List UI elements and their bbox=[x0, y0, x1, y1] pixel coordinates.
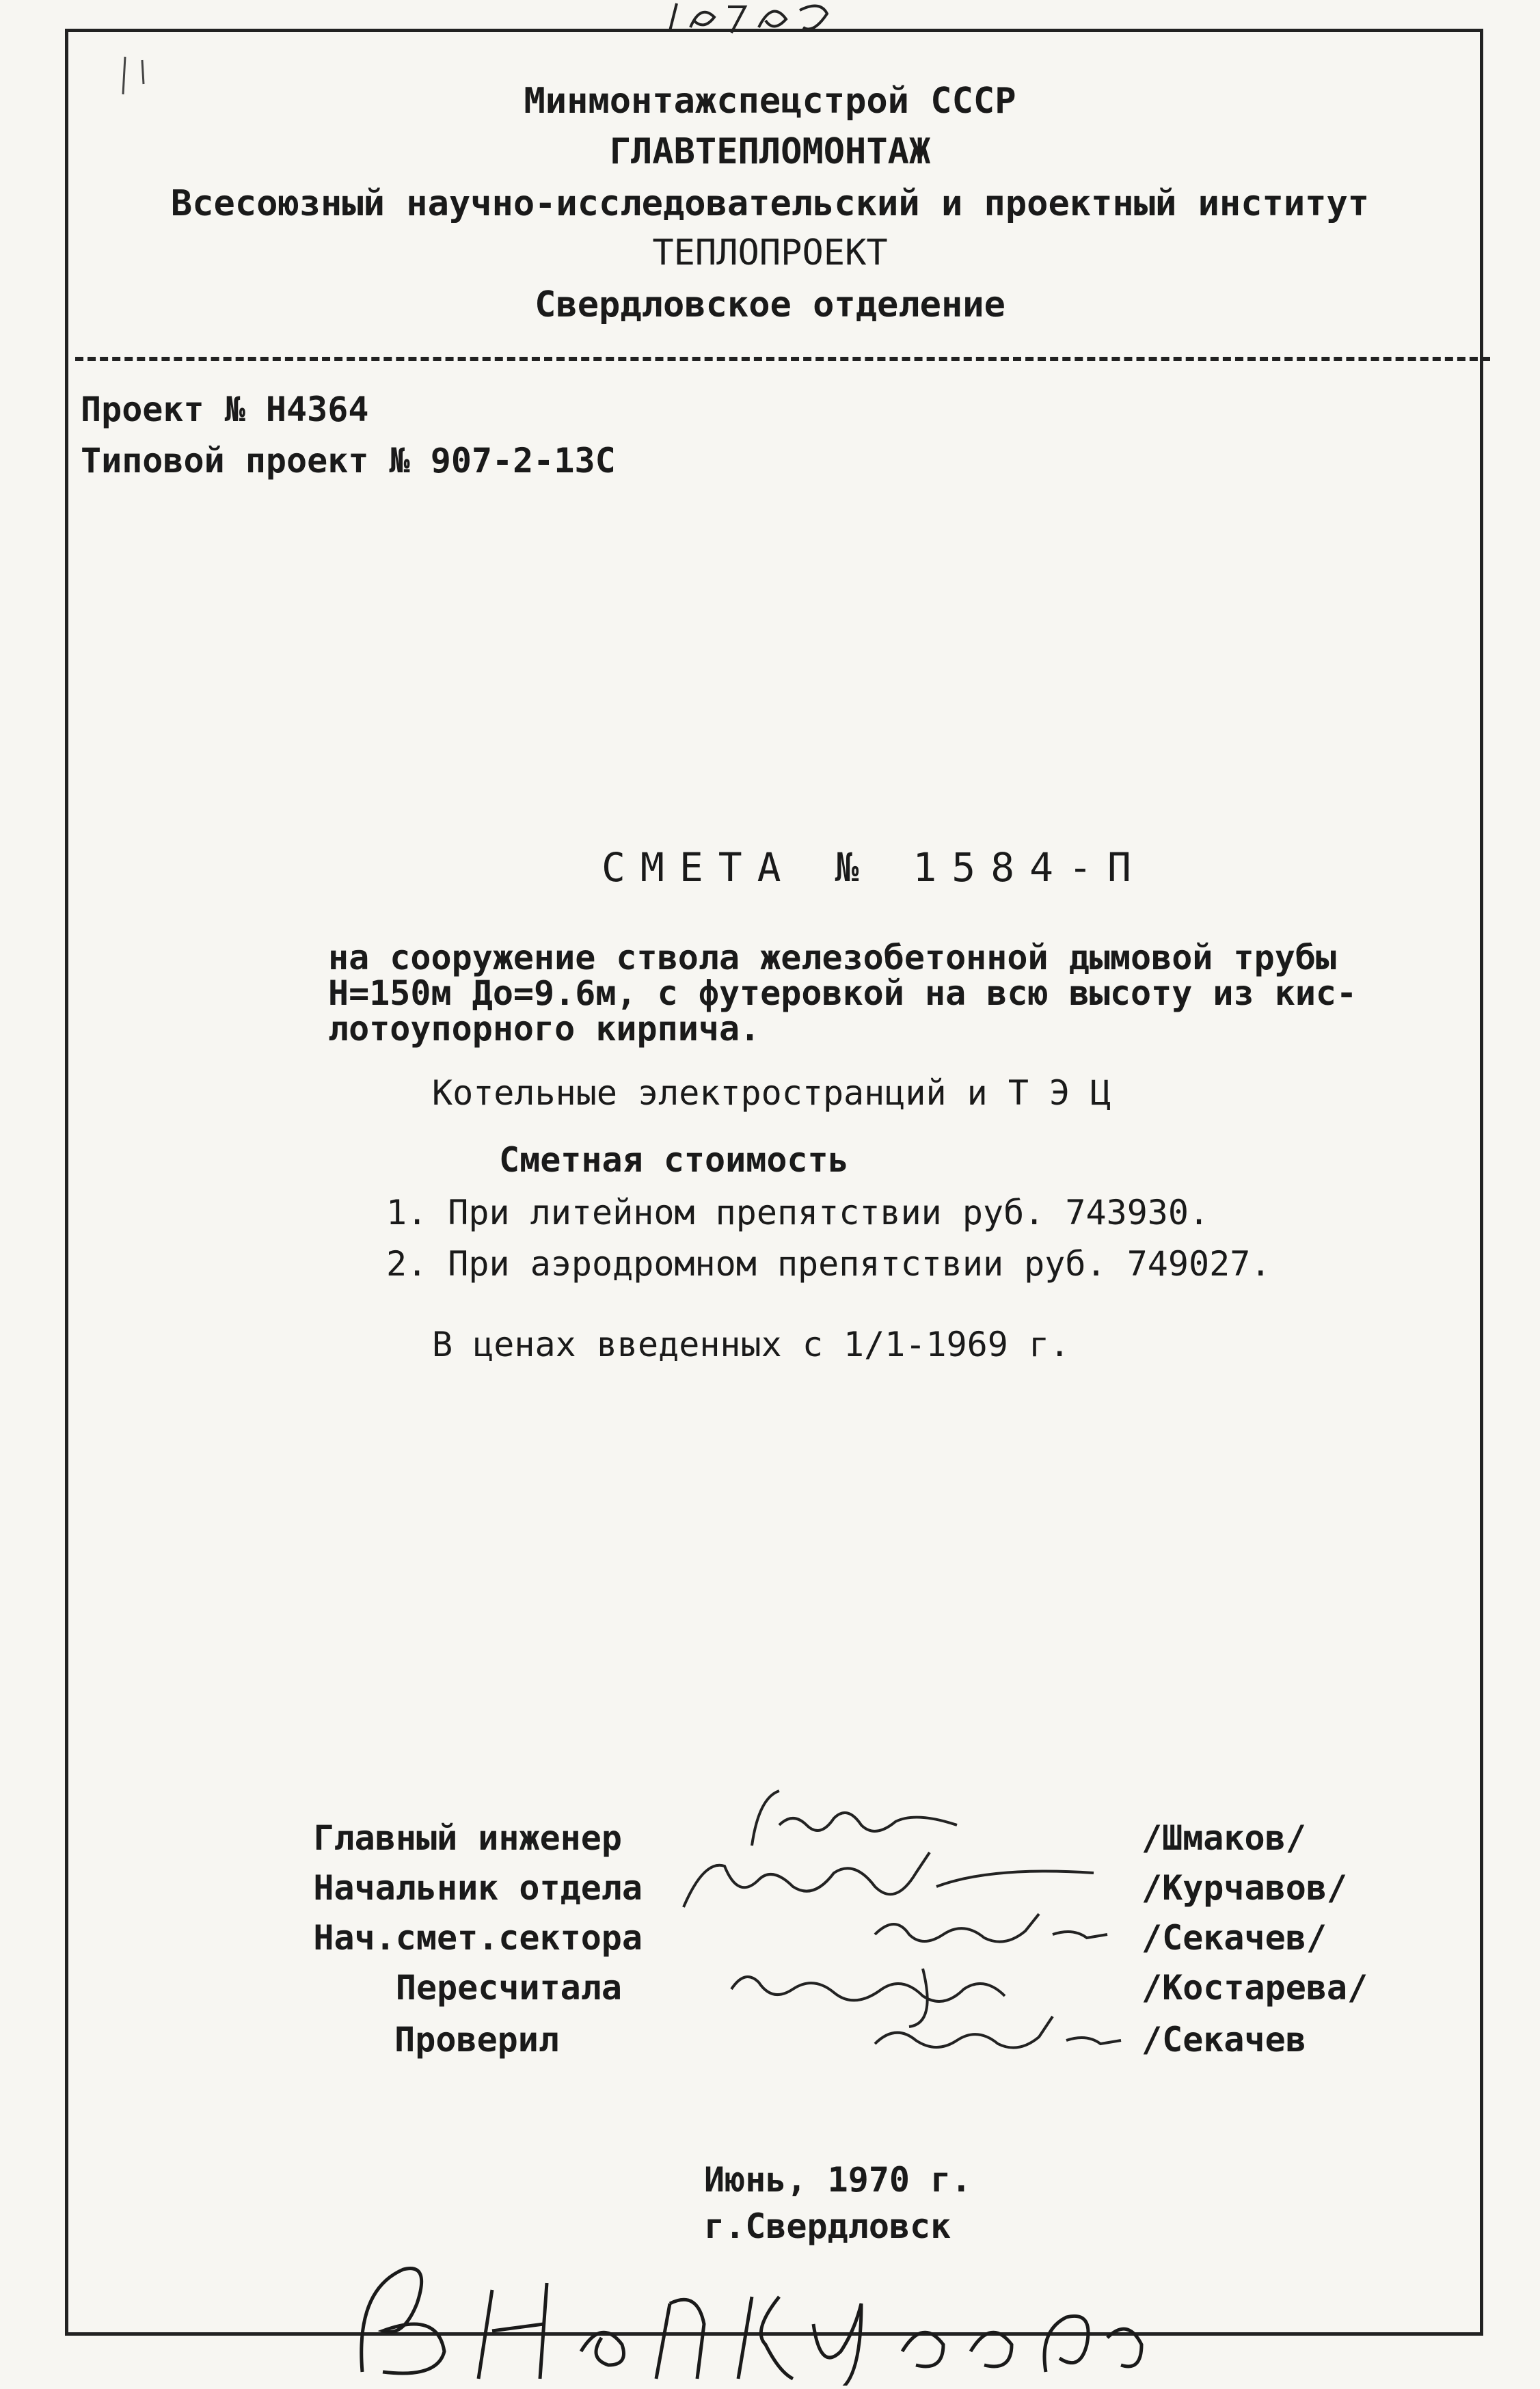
footer-city: г.Свердловск bbox=[704, 2206, 951, 2246]
signature-name-4: /Костарева/ bbox=[1142, 1968, 1368, 2008]
signature-role-4: Пересчитала bbox=[395, 1968, 622, 2008]
description-line-3: лотоупорного кирпича. bbox=[328, 1009, 761, 1049]
signature-name-1: /Шмаков/ bbox=[1142, 1818, 1306, 1858]
signature-role-5: Проверил bbox=[394, 2020, 559, 2060]
header-branch: Свердловское отделение bbox=[535, 284, 1005, 325]
signature-name-5: /Секачев bbox=[1142, 2020, 1306, 2060]
description-line-1: на сооружение ствола железобетонной дымовой трубы bbox=[328, 938, 1337, 977]
cost-item-1: 1. При литейном препятствии руб. 743930. bbox=[386, 1193, 1210, 1232]
signature-role-3: Нач.смет.сектора bbox=[313, 1918, 643, 1958]
purpose: Котельные электространций и Т Э Ц bbox=[432, 1073, 1111, 1113]
footer-date: Июнь, 1970 г. bbox=[704, 2160, 972, 2200]
signature-name-2: /Курчавов/ bbox=[1142, 1868, 1348, 1908]
estimate-title: СМЕТА № 1584-П bbox=[602, 844, 1146, 891]
signature-role-2: Начальник отдела bbox=[313, 1868, 643, 1908]
cost-heading: Сметная стоимость bbox=[499, 1140, 849, 1180]
project-number: Проект № Н4364 bbox=[81, 390, 369, 429]
cost-item-2: 2. При аэродромном препятствии руб. 749027. bbox=[386, 1244, 1271, 1284]
handwritten-bottom-note bbox=[342, 2249, 1162, 2386]
header-department: ГЛАВТЕПЛОМОНТАЖ bbox=[609, 131, 931, 172]
header-ministry: Минмонтажспецстрой СССР bbox=[524, 81, 1016, 122]
handwritten-signature-3 bbox=[868, 1907, 1155, 1962]
handwritten-top-number bbox=[663, 0, 841, 40]
description-line-2: Н=150м До=9.6м, с футеровкой на всю высоту из кис- bbox=[328, 973, 1357, 1013]
signature-role-1: Главный инженер bbox=[313, 1818, 622, 1858]
typical-project: Типовой проект № 907-2-13С bbox=[81, 441, 616, 481]
handwritten-signature-5 bbox=[868, 2003, 1155, 2064]
signature-name-3: /Секачев/ bbox=[1142, 1918, 1327, 1958]
dashed-separator bbox=[75, 357, 1490, 361]
header-institute-short: ТЕПЛОПРОЕКТ bbox=[652, 232, 888, 273]
prices-note: В ценах введенных с 1/1-1969 г. bbox=[432, 1325, 1070, 1364]
header-institute: Всесоюзный научно-исследовательский и проектный институт bbox=[170, 183, 1370, 224]
